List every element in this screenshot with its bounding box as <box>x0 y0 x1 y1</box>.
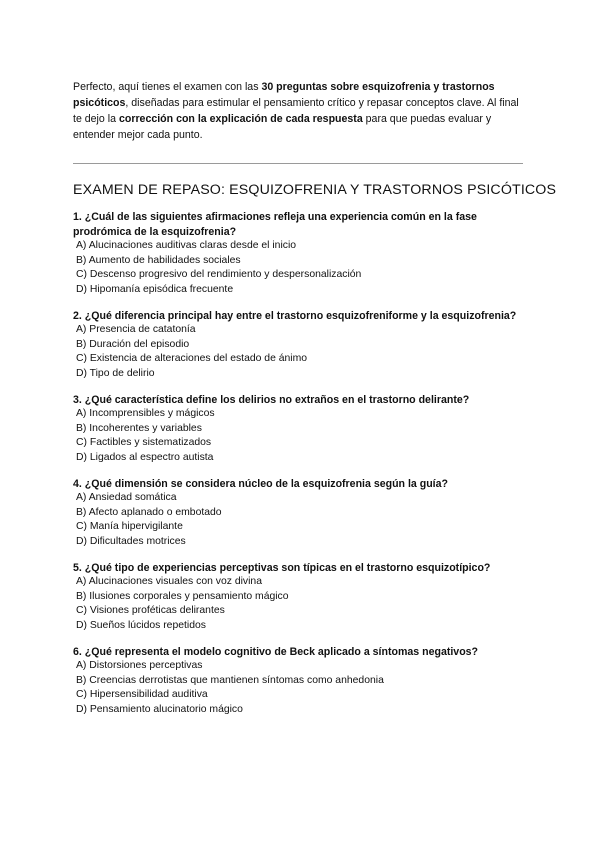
question-text: 4. ¿Qué dimensión se considera núcleo de la esquizofrenia según la guía? <box>73 477 448 490</box>
answer-option: B) Ilusiones corporales y pensamiento mágico <box>76 590 289 602</box>
question-text: 2. ¿Qué diferencia principal hay entre el trastorno esquizofreniforme y la esquizofrenia? <box>73 309 517 322</box>
answer-option: C) Manía hipervigilante <box>76 521 183 532</box>
answer-option: A) Distorsiones perceptivas <box>76 660 203 671</box>
intro-text-3: para que puedas evaluar y entender mejor cada punto. <box>73 113 492 141</box>
option-list <box>73 239 533 297</box>
answer-option: A) Alucinaciones auditivas claras desde el inicio <box>76 240 297 251</box>
question-block <box>73 561 533 634</box>
answer-option: C) Visiones proféticas delirantes <box>76 605 225 616</box>
question-text: 5. ¿Qué tipo de experiencias perceptivas son típicas en el trastorno esquizotípico? <box>73 561 491 574</box>
answer-option: C) Factibles y sistematizados <box>76 437 212 448</box>
answer-option: D) Dificultades motrices <box>76 535 186 547</box>
intro-text-1: Perfecto, aquí tienes el examen con las <box>73 81 262 93</box>
question-list <box>73 210 533 729</box>
question-block <box>73 393 533 466</box>
answer-option: C) Descenso progresivo del rendimiento y despersonalización <box>76 269 362 280</box>
exam-title: EXAMEN DE REPASO: ESQUIZOFRENIA Y TRASTORNOS PSICÓTICOS <box>73 182 557 198</box>
answer-option: A) Ansiedad somática <box>76 492 177 503</box>
answer-option: A) Presencia de catatonía <box>76 324 196 335</box>
question-block <box>73 645 533 718</box>
answer-option: B) Incoherentes y variables <box>76 422 202 434</box>
answer-option: B) Afecto aplanado o embotado <box>76 506 222 518</box>
answer-option: D) Sueños lúcidos repetidos <box>76 619 206 631</box>
question-text: 6. ¿Qué representa el modelo cognitivo de Beck aplicado a síntomas negativos? <box>73 645 479 658</box>
answer-option: A) Alucinaciones visuales con voz divina <box>76 576 262 587</box>
answer-option: D) Hipomanía episódica frecuente <box>76 283 234 295</box>
horizontal-divider <box>73 163 523 164</box>
intro-bold-1: 30 preguntas sobre esquizofrenia y trastornos psicóticos <box>73 81 495 109</box>
answer-option: A) Incomprensibles y mágicos <box>76 408 215 419</box>
answer-option: D) Pensamiento alucinatorio mágico <box>76 703 243 715</box>
answer-option: D) Ligados al espectro autista <box>76 451 214 463</box>
question-text: 1. ¿Cuál de las siguientes afirmaciones refleja una experiencia común en la fase prodrómica de la esquizofrenia? <box>73 211 477 238</box>
option-list <box>73 407 533 465</box>
question-block <box>73 309 533 382</box>
question-block <box>73 477 533 550</box>
question-text: 3. ¿Qué característica define los delirios no extraños en el trastorno delirante? <box>73 393 470 406</box>
answer-option: C) Hipersensibilidad auditiva <box>76 689 208 700</box>
intro-text-2: , diseñadas para estimular el pensamiento crítico y repasar conceptos clave. Al final te dejo la <box>73 97 519 125</box>
question-block <box>73 210 533 297</box>
option-list <box>73 575 533 633</box>
option-list <box>73 323 533 381</box>
intro-paragraph <box>73 79 528 143</box>
answer-option: B) Duración del episodio <box>76 338 190 350</box>
option-list <box>73 659 533 717</box>
intro-bold-2: corrección con la explicación de cada respuesta <box>118 113 363 125</box>
answer-option: D) Tipo de delirio <box>76 367 155 379</box>
answer-option: B) Aumento de habilidades sociales <box>76 254 241 266</box>
option-list <box>73 491 533 549</box>
answer-option: C) Existencia de alteraciones del estado de ánimo <box>76 353 308 364</box>
answer-option: B) Creencias derrotistas que mantienen síntomas como anhedonia <box>76 674 384 686</box>
